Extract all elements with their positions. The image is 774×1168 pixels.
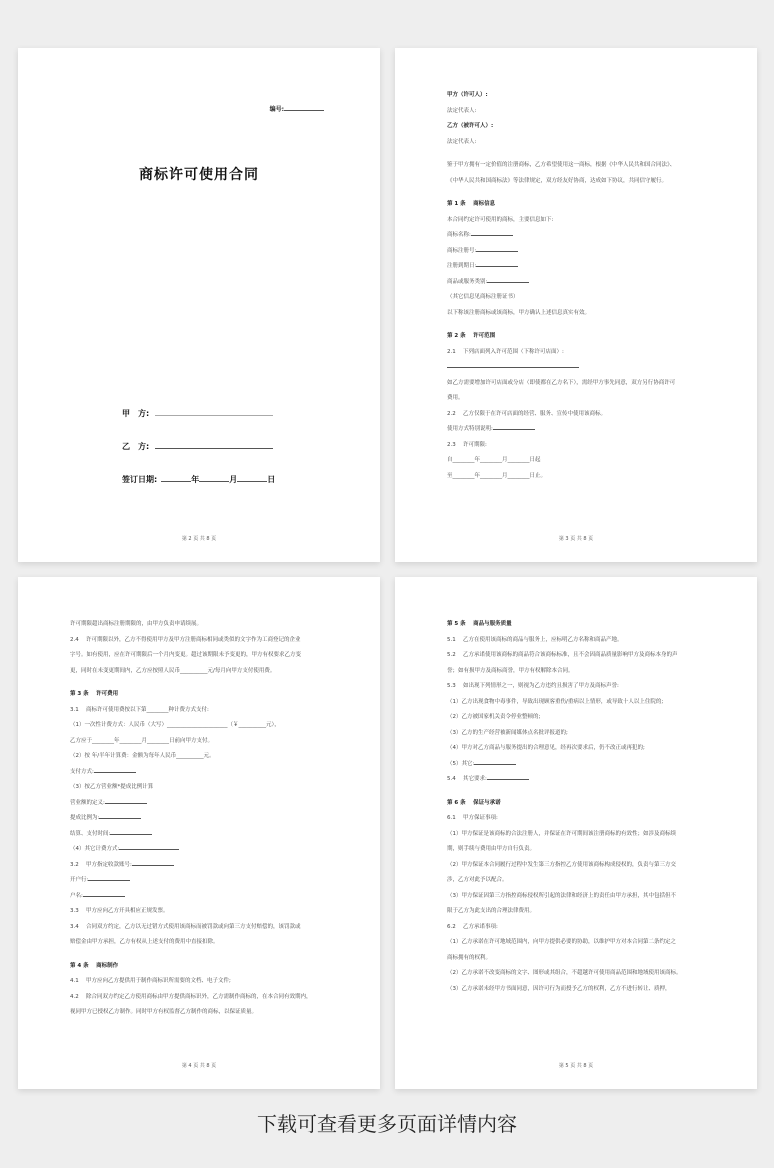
party-b-line: 乙 方: — [122, 441, 273, 452]
blank-field — [474, 758, 516, 765]
text-line: （3）乙方的生产经营被新闻媒体点名批评报道的; — [447, 729, 568, 736]
text-line: （其它信息见商标注册证书） — [447, 294, 519, 300]
blank-field — [99, 812, 141, 819]
party-a-line: 甲 方: — [122, 408, 273, 419]
text-line: （4）其它计费方式: — [70, 842, 340, 858]
spacer — [70, 951, 340, 959]
blank-field — [493, 423, 535, 430]
text-line: 6.1 甲方保证事项: — [447, 815, 498, 821]
text-line: 更，同时在未变更期间内，乙方应按照人民币__________元/每月向甲方支付使用费。 — [70, 667, 276, 674]
spacer — [70, 679, 340, 687]
page-body — [70, 617, 340, 1021]
contract-cover-page — [18, 48, 380, 562]
text-line: 费用。 — [447, 395, 464, 401]
text-line: （2）乙方被国家机关责令停业整顿的; — [447, 714, 541, 720]
sign-date-line: 签订日期: 年 月 日 — [122, 475, 276, 484]
text-line: 视同甲方已授权乙方制作。同时甲方有权监督乙方制作的商标，以保证质量。 — [70, 1009, 258, 1015]
text-line: （4）甲方对乙方商品与服务提出的合理意见，经再次要求后，仍不改正或再犯的; — [447, 745, 645, 751]
text-line: 营业额的定义: — [70, 796, 340, 812]
text-line: （3）乙方承诺未经甲方书面同意，因许可行为而授予乙方的权利，乙方不进行转让、质押， — [447, 985, 671, 992]
text-line: 5.4 其它要求: — [447, 772, 717, 788]
text-line: 2.3 许可期限: — [447, 441, 487, 448]
text-line: （3）按乙方营业额*提成比例计算 — [70, 784, 154, 790]
text-line: 3.2 甲方指定收款账号: — [70, 858, 340, 874]
blank-field — [447, 361, 579, 368]
text-line: 商标拥有的权利。 — [447, 954, 492, 961]
section-heading: 第 6 条 保证与承诺 — [447, 799, 501, 806]
contract-page-3 — [18, 577, 380, 1089]
text-line: 乙方应于________年________月________日前向甲方支付。 — [70, 737, 214, 744]
text-line: 字号。如有使用，应在许可期限后一个月内变更。超过该期限未予变更的，甲方有权要求乙方变 — [70, 652, 302, 658]
text-line: 3.4 合同双方约定，乙方以无过错方式使用该商标而被罚款或向第三方支付赔偿的，该罚款或 — [70, 923, 301, 930]
text-line: （1）乙方承诺在许可地域范围内，向甲方提供必要的协助，以维护甲方对本合同第二条约定之 — [447, 939, 677, 945]
blank-field — [110, 828, 152, 835]
text-line: （1）一次性计费方式：人民币（大写）______________________（￥__________元）， — [70, 722, 280, 728]
text-line: 2.4 许可期限以外，乙方不得使用甲方及甲方注册商标相同或类似的文字作为工商登记的企业 — [70, 636, 301, 643]
text-line: 鉴于甲方拥有一定价值的注册商标，乙方希望使用这一商标，根据《中华人民共和国合同法》、 — [447, 162, 676, 168]
section-heading: 第 5 条 商品与服务质量 — [447, 621, 512, 627]
blank-field — [476, 260, 518, 267]
blank-field — [132, 859, 174, 866]
text-line: 4.2 除合同双方约定乙方使用商标由甲方提供商标识外，乙方需制作商标的，在本合同有效期内， — [70, 993, 312, 1000]
text-line: 赔偿金由甲方承担，乙方有权从上述支付的费用中直接扣除。 — [70, 939, 219, 945]
page-footer: 第 2 页 共 8 页 — [181, 536, 217, 542]
contract-title: 商标许可使用合同 — [139, 167, 259, 183]
blank-field — [88, 874, 130, 881]
text-line: 许可期限超出商标注册期限的，由甲方负责申请续展。 — [70, 621, 203, 627]
text-line: 至________年________月________日止。 — [447, 472, 547, 479]
blank-field — [476, 245, 518, 252]
text-line: 支付方式: — [70, 765, 340, 781]
contract-page-2 — [395, 48, 757, 562]
section-heading: 第 1 条 商标信息 — [447, 201, 496, 207]
section-heading: 乙方（被许可人）: — [447, 123, 494, 129]
text-line: 提成比例为: — [70, 811, 340, 827]
text-line: （2）乙方承诺不改变商标的文字、图形或其组合，不超越许可使用商品范围和地域使用该商标。 — [447, 970, 682, 976]
spacer — [447, 189, 717, 197]
spacer — [447, 321, 717, 329]
text-line: （2）按 年/半年计算费：金额为每年人民币__________元。 — [70, 753, 215, 759]
section-heading: 第 3 条 许可费用 — [70, 691, 119, 697]
page-footer: 第 4 页 共 8 页 — [181, 1063, 217, 1069]
text-line: 商标名称: — [447, 228, 717, 244]
text-line: 限于乙方为此支出的合理法律费用。 — [447, 908, 536, 914]
text-line: 期，则手续与费用由甲方自行负责。 — [447, 846, 536, 852]
blank-field — [83, 890, 125, 897]
text-line: 使用方式特别说明: — [447, 422, 717, 438]
text-line: 本合同约定许可使用的商标，主要信息如下: — [447, 216, 554, 223]
text-line: （5）其它: — [447, 757, 717, 773]
text-line: 注册到期日: — [447, 259, 717, 275]
text-line: 以下称该注册商标或该商标，甲方确认上述信息真实有效。 — [447, 309, 591, 316]
text-line: 结算、支付时间: — [70, 827, 340, 843]
text-line: 5.3 如出现下列情形之一，则视为乙方违约且损害了甲方及商标声誉: — [447, 683, 619, 689]
text-line: 商标注册号: — [447, 244, 717, 260]
page-body — [447, 88, 717, 484]
text-line: 开户行: — [70, 873, 340, 889]
blank-field — [94, 766, 136, 773]
text-line: 商品或服务类别: — [447, 275, 717, 291]
text-line: （3）甲方保证因第三方指控商标侵权所引起的法律和经济上的责任由甲方承担，其中包括但不 — [447, 892, 677, 899]
text-line: 5.1 乙方在使用该商标的商品与服务上，应标明乙方名称和商品产地。 — [447, 636, 623, 643]
text-line: 3.1 商标许可使用费按以下第________种计费方式支付: — [70, 706, 209, 713]
text-line: （1）甲方保证是该商标的合法注册人，并保证在许可期间该注册商标的有效性；如涉及商标续 — [447, 830, 677, 837]
contract-page-4 — [395, 577, 757, 1089]
spacer — [447, 150, 717, 158]
blank-field — [487, 773, 529, 780]
text-line: （2）甲方保证本合同履行过程中发生第三方指控乙方使用该商标构成侵权的，负责与第三方交 — [447, 861, 677, 868]
text-line: 誉；如有损甲方及商标商誉，甲方有权解除本合同。 — [447, 667, 574, 674]
text-line: 法定代表人: — [447, 138, 477, 145]
text-line — [447, 360, 717, 376]
text-line: 《中华人民共和国商标法》等法律规定，双方经友好协商，达成如下协议，共同信守履行。 — [447, 177, 668, 184]
contract-number: 编号: — [270, 104, 324, 113]
blank-field — [471, 229, 513, 236]
page-body — [447, 617, 717, 997]
text-line: 6.2 乙方承诺事项: — [447, 923, 498, 930]
text-line: （1）乙方出现食物中毒事件，导致出现顾客重伤/重病以上情形，或导致十人以上住院的; — [447, 698, 664, 705]
text-line: 3.3 甲方应向乙方开具相应正规发票。 — [70, 908, 169, 914]
text-line: 5.2 乙方承诺使用该商标的商品符合该商标标准，且不会因商品质量影响甲方及商标本身的声 — [447, 652, 678, 658]
text-line: 自________年________月________日起 — [447, 457, 541, 463]
text-line: 户名: — [70, 889, 340, 905]
spacer — [447, 788, 717, 796]
text-line: 如乙方需要增加许可店面或分店（即使都在乙方名下），需经甲方事先同意，双方另行协商许可 — [447, 379, 676, 386]
blank-field — [105, 797, 147, 804]
page-footer: 第 3 页 共 8 页 — [558, 536, 594, 542]
text-line: 2.1 下列店面列入许可范围（下称许可店面）: — [447, 348, 564, 355]
text-line: 4.1 甲方应向乙方提供用于制作商标识所需要的文档、电子文件; — [70, 978, 231, 984]
text-line: 涉，乙方对此予以配合。 — [447, 877, 508, 883]
blank-field — [487, 276, 529, 283]
download-more-caption: 下载可查看更多页面详情内容 — [257, 1112, 517, 1136]
section-heading: 甲方（许可人）: — [447, 92, 488, 98]
section-heading: 第 2 条 许可范围 — [447, 333, 496, 339]
text-line: 2.2 乙方仅限于在许可店面的经营、服务、宣传中使用该商标。 — [447, 410, 606, 417]
page-footer: 第 5 页 共 8 页 — [558, 1063, 594, 1069]
section-heading: 第 4 条 商标制作 — [70, 962, 119, 969]
text-line: 法定代表人: — [447, 107, 477, 114]
blank-field — [119, 843, 179, 850]
